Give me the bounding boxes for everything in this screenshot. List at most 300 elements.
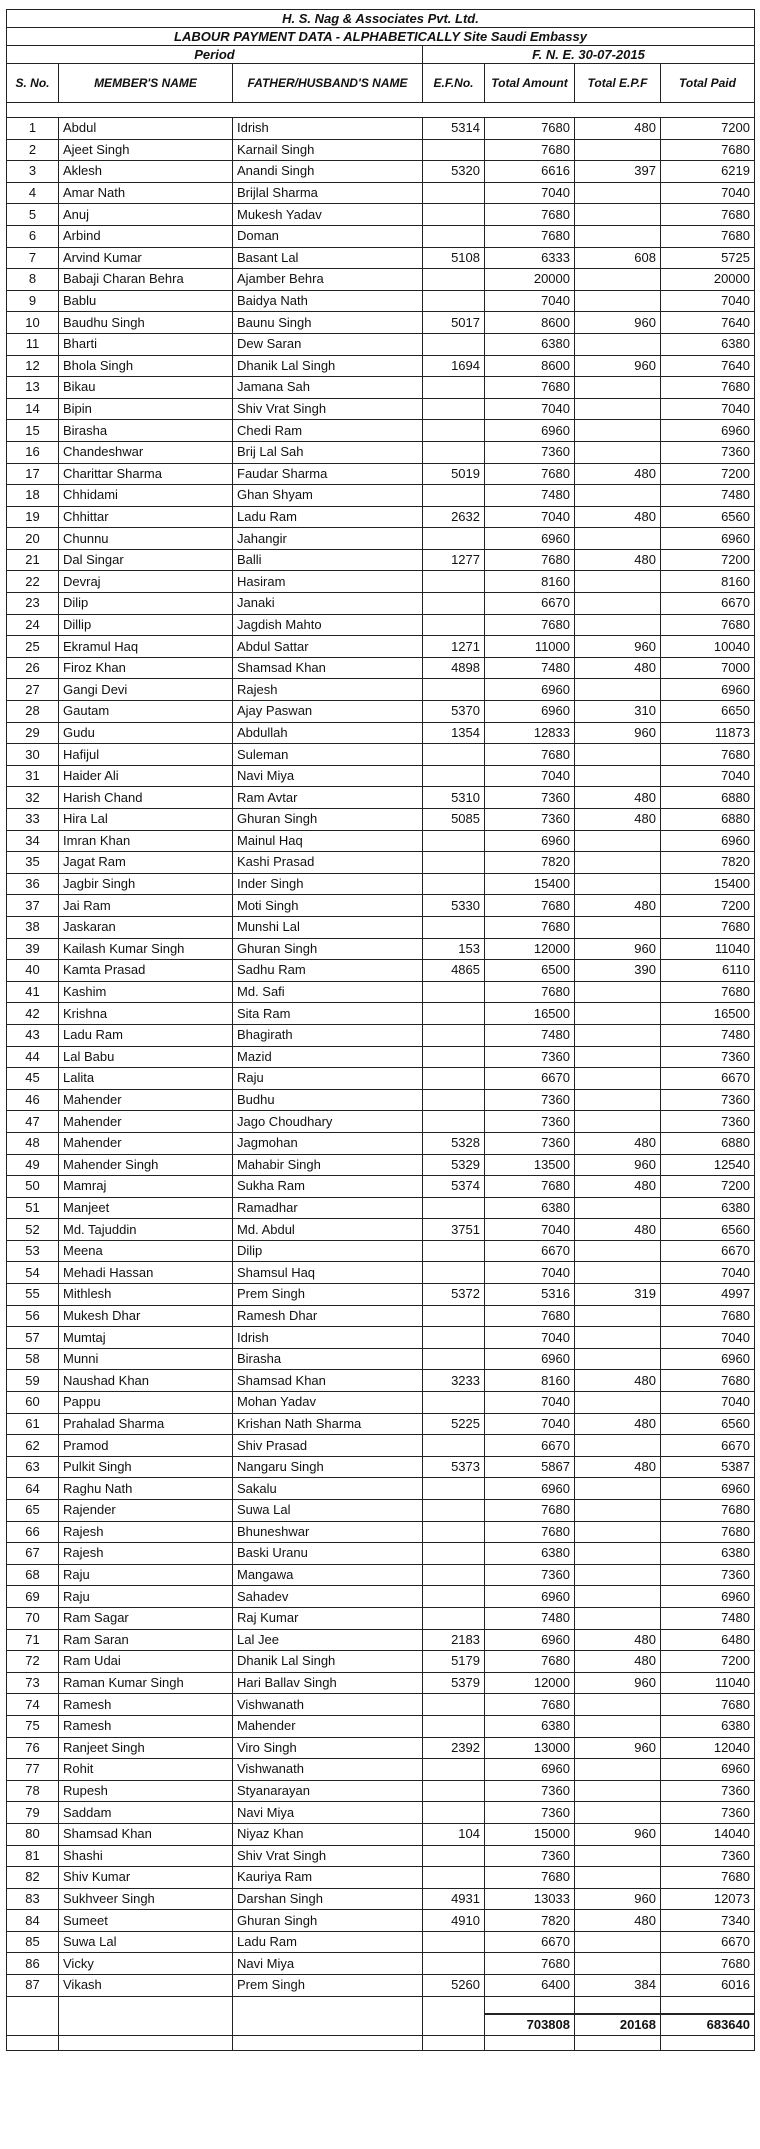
total-amount-cell: 7360	[485, 1046, 575, 1068]
total-epf-cell: 960	[575, 1737, 661, 1759]
member-name-cell: Rupesh	[59, 1780, 233, 1802]
total-amount-cell: 6960	[485, 1629, 575, 1651]
total-amount-cell: 6380	[485, 333, 575, 355]
total-amount-cell: 7680	[485, 916, 575, 938]
total-amount-cell: 13033	[485, 1888, 575, 1910]
father-name-cell: Styanarayan	[233, 1780, 423, 1802]
serial-number-cell: 65	[7, 1500, 59, 1522]
ef-number-cell	[423, 593, 485, 615]
ef-number-cell: 5310	[423, 787, 485, 809]
ef-number-cell	[423, 1197, 485, 1219]
father-name-cell: Mukesh Yadav	[233, 204, 423, 226]
serial-number-cell: 30	[7, 744, 59, 766]
table-row	[7, 1240, 755, 1262]
table-row	[7, 1132, 755, 1154]
table-body	[7, 118, 755, 1997]
member-name-cell: Gautam	[59, 701, 233, 723]
ef-number-cell: 5329	[423, 1154, 485, 1176]
total-amount-cell: 7040	[485, 1327, 575, 1349]
serial-number-cell: 1	[7, 118, 59, 140]
total-paid-cell: 7680	[661, 916, 755, 938]
ef-number-cell	[423, 441, 485, 463]
total-paid-cell: 7200	[661, 463, 755, 485]
serial-number-cell: 71	[7, 1629, 59, 1651]
member-name-cell: Rajender	[59, 1500, 233, 1522]
ef-number-cell: 5374	[423, 1176, 485, 1198]
total-epf-cell	[575, 1715, 661, 1737]
table-row	[7, 1089, 755, 1111]
total-paid-cell: 6650	[661, 701, 755, 723]
total-amount-cell: 13500	[485, 1154, 575, 1176]
total-amount-cell: 7360	[485, 1845, 575, 1867]
col-paid-header: Total Paid	[661, 64, 755, 103]
total-amount-cell: 6960	[485, 1759, 575, 1781]
member-name-cell: Ram Udai	[59, 1651, 233, 1673]
total-paid-cell: 7360	[661, 1111, 755, 1133]
table-row	[7, 161, 755, 183]
member-name-cell: Raju	[59, 1564, 233, 1586]
ef-number-cell: 4865	[423, 960, 485, 982]
ef-number-cell	[423, 1607, 485, 1629]
serial-number-cell: 85	[7, 1931, 59, 1953]
total-epf-cell	[575, 398, 661, 420]
total-epf-cell	[575, 528, 661, 550]
table-row	[7, 441, 755, 463]
father-name-cell: Jago Choudhary	[233, 1111, 423, 1133]
total-epf-cell: 480	[575, 1132, 661, 1154]
total-paid-cell: 20000	[661, 269, 755, 291]
col-epf-header: Total E.P.F	[575, 64, 661, 103]
total-epf-cell: 480	[575, 1910, 661, 1932]
ef-number-cell: 5019	[423, 463, 485, 485]
table-row	[7, 1975, 755, 1997]
total-epf-cell	[575, 441, 661, 463]
father-name-cell: Jamana Sah	[233, 377, 423, 399]
total-amount-cell: 5867	[485, 1456, 575, 1478]
father-name-cell: Ladu Ram	[233, 1931, 423, 1953]
serial-number-cell: 55	[7, 1284, 59, 1306]
col-member-header: MEMBER'S NAME	[59, 64, 233, 103]
total-amount-cell: 6670	[485, 1435, 575, 1457]
total-paid-cell: 6670	[661, 1240, 755, 1262]
father-name-cell: Shamsad Khan	[233, 657, 423, 679]
total-paid-cell: 7040	[661, 290, 755, 312]
total-paid-cell: 6560	[661, 1413, 755, 1435]
member-name-cell: Chhidami	[59, 485, 233, 507]
period-label: Period	[7, 46, 423, 64]
table-row	[7, 722, 755, 744]
table-row	[7, 679, 755, 701]
total-epf-cell: 960	[575, 1888, 661, 1910]
total-paid-cell: 8160	[661, 571, 755, 593]
ef-number-cell: 2392	[423, 1737, 485, 1759]
ef-number-cell	[423, 1845, 485, 1867]
serial-number-cell: 84	[7, 1910, 59, 1932]
table-row	[7, 1003, 755, 1025]
table-row	[7, 1370, 755, 1392]
member-name-cell: Ranjeet Singh	[59, 1737, 233, 1759]
total-epf-cell	[575, 765, 661, 787]
table-row	[7, 873, 755, 895]
total-paid-cell: 7680	[661, 744, 755, 766]
total-paid-cell: 12540	[661, 1154, 755, 1176]
member-name-cell: Shamsad Khan	[59, 1823, 233, 1845]
table-row	[7, 269, 755, 291]
ef-number-cell	[423, 1478, 485, 1500]
table-bottom-row	[7, 2035, 755, 2050]
ef-number-cell	[423, 204, 485, 226]
serial-number-cell: 74	[7, 1694, 59, 1716]
total-paid-cell: 7040	[661, 1392, 755, 1414]
ef-number-cell	[423, 1348, 485, 1370]
serial-number-cell: 6	[7, 225, 59, 247]
member-name-cell: Kamta Prasad	[59, 960, 233, 982]
table-row	[7, 657, 755, 679]
table-row	[7, 1262, 755, 1284]
father-name-cell: Ghuran Singh	[233, 938, 423, 960]
total-paid-cell: 7340	[661, 1910, 755, 1932]
total-amount-cell: 6960	[485, 1348, 575, 1370]
ef-number-cell	[423, 765, 485, 787]
father-name-cell: Ram Avtar	[233, 787, 423, 809]
serial-number-cell: 28	[7, 701, 59, 723]
total-amount-cell: 7680	[485, 1521, 575, 1543]
total-epf-cell	[575, 916, 661, 938]
total-amount-cell: 6960	[485, 830, 575, 852]
father-name-cell: Brijlal Sharma	[233, 182, 423, 204]
total-epf-cell: 319	[575, 1284, 661, 1306]
col-father-header: FATHER/HUSBAND'S NAME	[233, 64, 423, 103]
serial-number-cell: 14	[7, 398, 59, 420]
ef-number-cell	[423, 182, 485, 204]
total-paid-cell: 7640	[661, 312, 755, 334]
serial-number-cell: 68	[7, 1564, 59, 1586]
member-name-cell: Bikau	[59, 377, 233, 399]
member-name-cell: Bharti	[59, 333, 233, 355]
member-name-cell: Mukesh Dhar	[59, 1305, 233, 1327]
father-name-cell: Janaki	[233, 593, 423, 615]
father-name-cell: Mazid	[233, 1046, 423, 1068]
ef-number-cell	[423, 420, 485, 442]
total-amount-cell: 11000	[485, 636, 575, 658]
serial-number-cell: 59	[7, 1370, 59, 1392]
ef-number-cell: 104	[423, 1823, 485, 1845]
ef-number-cell	[423, 1715, 485, 1737]
total-amount-cell: 12000	[485, 938, 575, 960]
table-row	[7, 1284, 755, 1306]
total-paid-cell: 14040	[661, 1823, 755, 1845]
total-paid-cell: 7680	[661, 204, 755, 226]
father-name-cell: Ghuran Singh	[233, 1910, 423, 1932]
table-row	[7, 1910, 755, 1932]
table-row	[7, 1154, 755, 1176]
father-name-cell: Lal Jee	[233, 1629, 423, 1651]
table-row	[7, 895, 755, 917]
serial-number-cell: 18	[7, 485, 59, 507]
total-amount-cell: 6670	[485, 1068, 575, 1090]
total-paid-cell: 7360	[661, 1046, 755, 1068]
serial-number-cell: 79	[7, 1802, 59, 1824]
member-name-cell: Anuj	[59, 204, 233, 226]
total-paid-cell: 6960	[661, 420, 755, 442]
total-paid-cell: 6016	[661, 1975, 755, 1997]
serial-number-cell: 42	[7, 1003, 59, 1025]
ef-number-cell	[423, 1500, 485, 1522]
total-amount-cell: 7360	[485, 1132, 575, 1154]
ef-number-cell	[423, 1780, 485, 1802]
ef-number-cell: 4931	[423, 1888, 485, 1910]
report-title: LABOUR PAYMENT DATA - ALPHABETICALLY Site Saudi Embassy	[7, 28, 755, 46]
ef-number-cell	[423, 1327, 485, 1349]
serial-number-cell: 46	[7, 1089, 59, 1111]
serial-number-cell: 72	[7, 1651, 59, 1673]
total-paid-cell: 6670	[661, 1931, 755, 1953]
total-paid-cell: 7360	[661, 1089, 755, 1111]
total-epf-cell: 960	[575, 1672, 661, 1694]
total-amount-cell: 7360	[485, 1089, 575, 1111]
total-paid-cell: 6880	[661, 809, 755, 831]
total-epf: 20168	[575, 2014, 661, 2036]
table-row	[7, 506, 755, 528]
total-amount-cell: 7680	[485, 204, 575, 226]
total-paid-cell: 16500	[661, 1003, 755, 1025]
total-epf-cell	[575, 1240, 661, 1262]
table-row	[7, 1176, 755, 1198]
serial-number-cell: 35	[7, 852, 59, 874]
serial-number-cell: 19	[7, 506, 59, 528]
total-paid-cell: 6670	[661, 1435, 755, 1457]
father-name-cell: Jagmohan	[233, 1132, 423, 1154]
ef-number-cell: 5372	[423, 1284, 485, 1306]
member-name-cell: Lalita	[59, 1068, 233, 1090]
serial-number-cell: 83	[7, 1888, 59, 1910]
table-row	[7, 1521, 755, 1543]
member-name-cell: Prahalad Sharma	[59, 1413, 233, 1435]
table-row	[7, 1478, 755, 1500]
total-paid-cell: 7000	[661, 657, 755, 679]
total-paid-cell: 7480	[661, 485, 755, 507]
member-name-cell: Meena	[59, 1240, 233, 1262]
total-paid-cell: 11873	[661, 722, 755, 744]
member-name-cell: Sumeet	[59, 1910, 233, 1932]
serial-number-cell: 40	[7, 960, 59, 982]
table-row	[7, 1759, 755, 1781]
table-row	[7, 765, 755, 787]
table-row	[7, 916, 755, 938]
total-epf-cell	[575, 269, 661, 291]
table-row	[7, 118, 755, 140]
ef-number-cell: 5328	[423, 1132, 485, 1154]
serial-number-cell: 22	[7, 571, 59, 593]
ef-number-cell: 5320	[423, 161, 485, 183]
table-row	[7, 852, 755, 874]
table-row	[7, 593, 755, 615]
serial-number-cell: 62	[7, 1435, 59, 1457]
total-epf-cell	[575, 1586, 661, 1608]
total-amount-cell: 15400	[485, 873, 575, 895]
total-paid-cell: 7040	[661, 1327, 755, 1349]
father-name-cell: Baidya Nath	[233, 290, 423, 312]
table-row	[7, 1500, 755, 1522]
table-row	[7, 1435, 755, 1457]
father-name-cell: Md. Safi	[233, 981, 423, 1003]
total-paid-cell: 7360	[661, 1845, 755, 1867]
serial-number-cell: 66	[7, 1521, 59, 1543]
father-name-cell: Bhagirath	[233, 1024, 423, 1046]
father-name-cell: Md. Abdul	[233, 1219, 423, 1241]
father-name-cell: Anandi Singh	[233, 161, 423, 183]
totals-row	[7, 2014, 755, 2036]
total-paid-cell: 6110	[661, 960, 755, 982]
total-paid-cell: 7680	[661, 981, 755, 1003]
father-name-cell: Nangaru Singh	[233, 1456, 423, 1478]
table-row	[7, 1413, 755, 1435]
table-row	[7, 744, 755, 766]
member-name-cell: Ramesh	[59, 1715, 233, 1737]
member-name-cell: Arbind	[59, 225, 233, 247]
father-name-cell: Ajay Paswan	[233, 701, 423, 723]
father-name-cell: Brij Lal Sah	[233, 441, 423, 463]
total-paid-cell: 7680	[661, 1370, 755, 1392]
father-name-cell: Navi Miya	[233, 1953, 423, 1975]
father-name-cell: Shamsad Khan	[233, 1370, 423, 1392]
total-amount-cell: 7040	[485, 506, 575, 528]
table-row	[7, 377, 755, 399]
ef-number-cell	[423, 830, 485, 852]
total-epf-cell	[575, 420, 661, 442]
father-name-cell: Jahangir	[233, 528, 423, 550]
total-paid-cell: 7040	[661, 765, 755, 787]
total-epf-cell	[575, 1802, 661, 1824]
member-name-cell: Ramesh	[59, 1694, 233, 1716]
total-amount-cell: 7480	[485, 1024, 575, 1046]
father-name-cell: Shiv Prasad	[233, 1435, 423, 1457]
serial-number-cell: 38	[7, 916, 59, 938]
total-epf-cell	[575, 571, 661, 593]
serial-number-cell: 82	[7, 1867, 59, 1889]
member-name-cell: Ajeet Singh	[59, 139, 233, 161]
father-name-cell: Ajamber Behra	[233, 269, 423, 291]
total-epf-cell	[575, 981, 661, 1003]
total-paid-cell: 6219	[661, 161, 755, 183]
member-name-cell: Naushad Khan	[59, 1370, 233, 1392]
member-name-cell: Bipin	[59, 398, 233, 420]
ef-number-cell	[423, 269, 485, 291]
total-amount-cell: 20000	[485, 269, 575, 291]
table-row	[7, 355, 755, 377]
father-name-cell: Jagdish Mahto	[233, 614, 423, 636]
total-epf-cell: 960	[575, 312, 661, 334]
serial-number-cell: 44	[7, 1046, 59, 1068]
total-epf-cell: 480	[575, 1629, 661, 1651]
total-amount-cell: 6960	[485, 528, 575, 550]
total-amount-cell: 7040	[485, 1219, 575, 1241]
total-amount-cell: 7040	[485, 398, 575, 420]
total-amount-cell: 6670	[485, 593, 575, 615]
total-amount-cell: 7360	[485, 1111, 575, 1133]
member-name-cell: Kailash Kumar Singh	[59, 938, 233, 960]
total-amount-cell: 7680	[485, 895, 575, 917]
ef-number-cell: 5225	[423, 1413, 485, 1435]
total-epf-cell: 608	[575, 247, 661, 269]
total-amount-cell: 7360	[485, 809, 575, 831]
total-amount-cell: 12000	[485, 1672, 575, 1694]
total-amount-cell: 7680	[485, 1651, 575, 1673]
total-paid-cell: 6960	[661, 528, 755, 550]
ef-number-cell: 2632	[423, 506, 485, 528]
total-amount-cell: 7360	[485, 1802, 575, 1824]
father-name-cell: Prem Singh	[233, 1975, 423, 1997]
total-epf-cell	[575, 1521, 661, 1543]
total-amount-cell: 6380	[485, 1543, 575, 1565]
member-name-cell: Mahender	[59, 1089, 233, 1111]
father-name-cell: Viro Singh	[233, 1737, 423, 1759]
member-name-cell: Sukhveer Singh	[59, 1888, 233, 1910]
total-amount-cell: 7360	[485, 1780, 575, 1802]
total-epf-cell: 960	[575, 722, 661, 744]
serial-number-cell: 23	[7, 593, 59, 615]
ef-number-cell	[423, 1759, 485, 1781]
serial-number-cell: 50	[7, 1176, 59, 1198]
father-name-cell: Shamsul Haq	[233, 1262, 423, 1284]
serial-number-cell: 36	[7, 873, 59, 895]
ef-number-cell	[423, 1953, 485, 1975]
ef-number-cell	[423, 1046, 485, 1068]
serial-number-cell: 80	[7, 1823, 59, 1845]
total-epf-cell	[575, 1780, 661, 1802]
table-row	[7, 463, 755, 485]
table-row	[7, 1348, 755, 1370]
table-row	[7, 485, 755, 507]
total-epf-cell	[575, 1564, 661, 1586]
ef-number-cell	[423, 981, 485, 1003]
ef-number-cell: 4898	[423, 657, 485, 679]
member-name-cell: Lal Babu	[59, 1046, 233, 1068]
ef-number-cell: 2183	[423, 1629, 485, 1651]
total-epf-cell	[575, 1543, 661, 1565]
total-amount-cell: 16500	[485, 1003, 575, 1025]
table-row	[7, 420, 755, 442]
father-name-cell: Sadhu Ram	[233, 960, 423, 982]
total-amount-cell: 6960	[485, 1586, 575, 1608]
serial-number-cell: 31	[7, 765, 59, 787]
total-paid-cell: 7480	[661, 1607, 755, 1629]
total-epf-cell: 960	[575, 636, 661, 658]
total-paid-cell: 7360	[661, 1780, 755, 1802]
father-name-cell: Dew Saran	[233, 333, 423, 355]
total-amount-cell: 7820	[485, 852, 575, 874]
member-name-cell: Charittar Sharma	[59, 463, 233, 485]
serial-number-cell: 56	[7, 1305, 59, 1327]
ef-number-cell	[423, 1586, 485, 1608]
father-name-cell: Inder Singh	[233, 873, 423, 895]
table-row	[7, 1607, 755, 1629]
member-name-cell: Babaji Charan Behra	[59, 269, 233, 291]
ef-number-cell	[423, 290, 485, 312]
total-epf-cell	[575, 873, 661, 895]
total-amount-cell: 6500	[485, 960, 575, 982]
father-name-cell: Mahender	[233, 1715, 423, 1737]
total-epf-cell: 480	[575, 1219, 661, 1241]
ef-number-cell: 5314	[423, 118, 485, 140]
total-amount-cell: 5316	[485, 1284, 575, 1306]
total-amount-cell: 7680	[485, 225, 575, 247]
serial-number-cell: 48	[7, 1132, 59, 1154]
serial-number-cell: 81	[7, 1845, 59, 1867]
father-name-cell: Dhanik Lal Singh	[233, 355, 423, 377]
ef-number-cell	[423, 916, 485, 938]
table-row	[7, 528, 755, 550]
